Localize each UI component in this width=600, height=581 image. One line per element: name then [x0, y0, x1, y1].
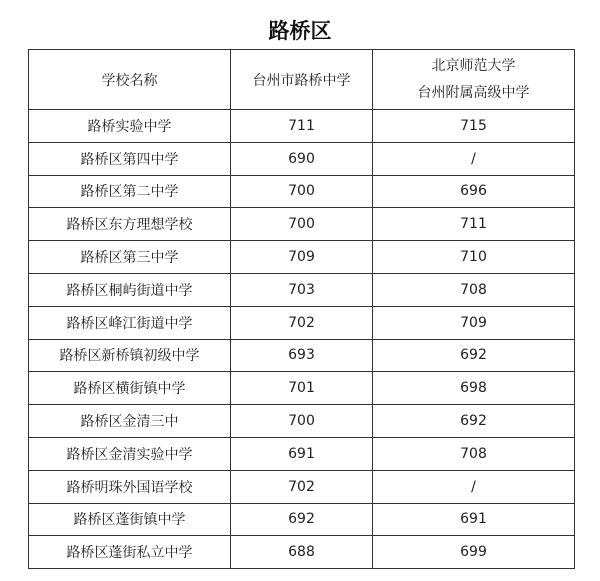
bnu-taizhou-score-cell: 699 [373, 536, 575, 569]
table-row [29, 536, 575, 569]
header-luqiao-high-school: 台州市路桥中学 [231, 50, 373, 110]
school-name-cell: 路桥区第三中学 [29, 241, 231, 274]
luqiao-high-school-score-cell: 692 [231, 503, 373, 536]
table-row [29, 241, 575, 274]
luqiao-high-school-score-cell: 711 [231, 110, 373, 143]
table-row [29, 175, 575, 208]
luqiao-high-school-score-cell: 703 [231, 273, 373, 306]
bnu-taizhou-score-cell: 698 [373, 372, 575, 405]
luqiao-high-school-score-cell: 702 [231, 306, 373, 339]
school-name-cell: 路桥区蓬街私立中学 [29, 536, 231, 569]
school-name-cell: 路桥区蓬街镇中学 [29, 503, 231, 536]
bnu-taizhou-score-cell: / [373, 470, 575, 503]
luqiao-high-school-score-cell: 709 [231, 241, 373, 274]
luqiao-high-school-score-cell: 693 [231, 339, 373, 372]
table-row [29, 470, 575, 503]
table-row [29, 405, 575, 438]
school-name-cell: 路桥区新桥镇初级中学 [29, 339, 231, 372]
table-row [29, 437, 575, 470]
bnu-taizhou-score-cell: 710 [373, 241, 575, 274]
bnu-taizhou-score-cell: 696 [373, 175, 575, 208]
luqiao-high-school-score-cell: 701 [231, 372, 373, 405]
header-bnu-line1: 北京师范大学 [431, 57, 516, 74]
school-name-cell: 路桥区横街镇中学 [29, 372, 231, 405]
school-name-cell: 路桥区金清三中 [29, 405, 231, 438]
school-name-cell: 路桥区金清实验中学 [29, 437, 231, 470]
bnu-taizhou-score-cell: / [373, 142, 575, 175]
luqiao-high-school-score-cell: 700 [231, 208, 373, 241]
bnu-taizhou-score-cell: 715 [373, 110, 575, 143]
luqiao-high-school-score-cell: 702 [231, 470, 373, 503]
school-name-cell: 路桥区桐屿街道中学 [29, 273, 231, 306]
luqiao-high-school-score-cell: 690 [231, 142, 373, 175]
school-name-cell: 路桥实验中学 [29, 110, 231, 143]
luqiao-high-school-score-cell: 700 [231, 175, 373, 208]
school-name-cell: 路桥区东方理想学校 [29, 208, 231, 241]
bnu-taizhou-score-cell: 692 [373, 405, 575, 438]
bnu-taizhou-score-cell: 692 [373, 339, 575, 372]
school-name-cell: 路桥区第四中学 [29, 142, 231, 175]
table-row [29, 372, 575, 405]
admission-score-table [28, 49, 575, 569]
table-row [29, 306, 575, 339]
table-row [29, 273, 575, 306]
bnu-taizhou-score-cell: 709 [373, 306, 575, 339]
table-row [29, 208, 575, 241]
table-row [29, 110, 575, 143]
school-name-cell: 路桥明珠外国语学校 [29, 470, 231, 503]
header-school-name: 学校名称 [29, 50, 231, 110]
header-bnu-taizhou-affiliated [373, 50, 575, 110]
table-row [29, 339, 575, 372]
luqiao-high-school-score-cell: 700 [231, 405, 373, 438]
bnu-taizhou-score-cell: 691 [373, 503, 575, 536]
page-title: 路桥区 [268, 19, 332, 43]
table-header-row [29, 50, 575, 110]
bnu-taizhou-score-cell: 711 [373, 208, 575, 241]
table-row [29, 142, 575, 175]
header-bnu-line2: 台州附属高级中学 [417, 84, 530, 101]
school-name-cell: 路桥区第二中学 [29, 175, 231, 208]
luqiao-high-school-score-cell: 688 [231, 536, 373, 569]
luqiao-high-school-score-cell: 691 [231, 437, 373, 470]
school-name-cell: 路桥区峰江街道中学 [29, 306, 231, 339]
table-row [29, 503, 575, 536]
bnu-taizhou-score-cell: 708 [373, 273, 575, 306]
bnu-taizhou-score-cell: 708 [373, 437, 575, 470]
